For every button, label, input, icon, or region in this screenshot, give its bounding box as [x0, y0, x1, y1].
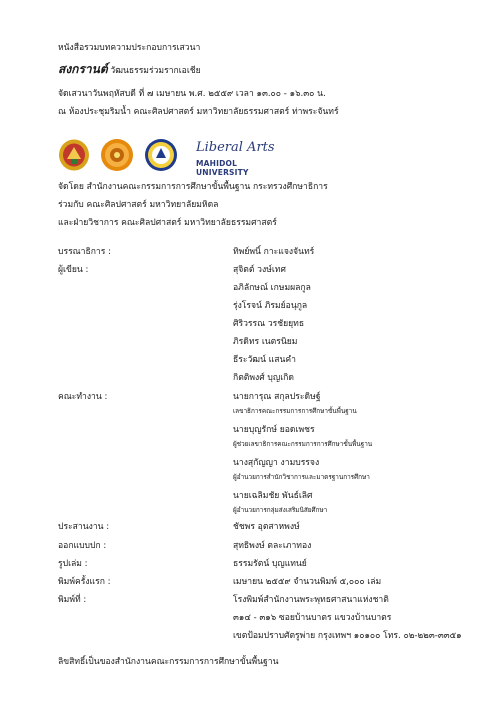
book-title-rest: วัฒนธรรมร่วมรากเอเชีย — [107, 66, 201, 76]
cover-design-name: สุทธิพงษ์ ตละเภาทอง — [233, 541, 312, 551]
co-organizer-line: ร่วมกับ คณะศิลปศาสตร์ มหาวิทยาลัยมหิดล — [58, 200, 219, 210]
event-venue: ณ ห้องประชุมริมน้ำ คณะศิลปศาสตร์ มหาวิทยาลัยธรรมศาสตร์ ท่าพระจันทร์ — [58, 107, 339, 117]
liberal-arts-logo — [188, 140, 283, 177]
first-print-label: พิมพ์ครั้งแรก : — [58, 577, 111, 587]
layout-name: ธรรมรัตน์ บุญแทนย์ — [233, 559, 307, 569]
working-team-name: นายเฉลิมชัย พันธ์เลิศ — [233, 491, 313, 501]
layout-label: รูปเล่ม : — [58, 559, 88, 569]
author-name: สุจิตต์ วงษ์เทศ — [233, 265, 286, 275]
coordinator-name: ชัชพร อุตสาหพงษ์ — [233, 522, 300, 532]
book-title — [58, 64, 201, 77]
editor-name: ทิพย์พนิ์ กาะแจงจันทร์ — [233, 247, 315, 257]
working-team-label: คณะทำงาน : — [58, 392, 108, 402]
author-name: กิตติพงศ์ บุญเกิด — [233, 373, 294, 383]
organizer-line: จัดโดย สำนักงานคณะกรรมการการศึกษาขั้นพื้นฐาน กระทรวงศึกษาธิการ — [58, 182, 328, 192]
working-team-role: ผู้อำนวยการสำนักวิชาการและมาตรฐานการศึกษา — [233, 473, 370, 481]
obec-seal-icon — [58, 138, 90, 171]
author-name: อภิลักษณ์ เกษมผลกูล — [233, 283, 311, 293]
author-name: ธีระวัฒน์ แสนคำ — [233, 355, 296, 365]
thammasat-liberal-arts-seal-icon — [100, 138, 134, 172]
first-print-info: เมษายน ๒๕๕๙ จำนวนพิมพ์ ๕,๐๐๐ เล่ม — [233, 577, 382, 587]
working-team-role: ผู้อำนวยการกลุ่มส่งเสริมนิสัยศึกษา — [233, 506, 328, 514]
book-title-script: สงกรานต์ — [58, 62, 108, 76]
working-team-name: นายบุญรักษ์ ยอดเพชร — [233, 425, 315, 435]
liberal-arts-logo-text: Liberal Arts — [196, 140, 275, 155]
editor-label: บรรณาธิการ : — [58, 247, 112, 257]
book-subtitle: หนังสือรวมบทความประกอบการเสวนา — [58, 43, 201, 53]
liberal-arts-logo-sub: MAHIDOL UNIVERSITY — [196, 159, 249, 177]
printer-line: ๓๑๔ - ๓๑๖ ซอยบ้านบาตร แขวงบ้านบาตร — [233, 613, 392, 623]
author-name: ภิรดิทร เนตรนิยม — [233, 337, 298, 347]
printer-label: พิมพ์ที่ : — [58, 595, 87, 605]
working-team-role: ผู้ช่วยเลขาธิการคณะกรรมการการศึกษาขั้นพื้นฐาน — [233, 440, 373, 448]
authors-label: ผู้เขียน : — [58, 265, 89, 275]
working-team-name: นางสุกัญญา งามบรรจง — [233, 458, 320, 468]
author-name: รุ่งโรจน์ ภิรมย์อนุกูล — [233, 301, 308, 311]
working-team-role: เลขาธิการคณะกรรมการการศึกษาขั้นพื้นฐาน — [233, 407, 357, 415]
co-organizer-line: และฝ่ายวิชาการ คณะศิลปศาสตร์ มหาวิทยาลัยธรรมศาสตร์ — [58, 218, 277, 228]
cover-design-label: ออกแบบปก : — [58, 541, 107, 551]
author-name: ศิริวรรณ วรชัยยุทธ — [233, 319, 305, 329]
copyright-notice: ลิขสิทธิ์เป็นของสำนักงานคณะกรรมการการศึกษาขั้นพื้นฐาน — [58, 657, 279, 667]
printer-line: โรงพิมพ์สำนักงานพระพุทธศาสนาแห่งชาติ — [233, 595, 389, 605]
mahidol-seal-icon — [144, 138, 178, 172]
coordinator-label: ประสานงาน : — [58, 522, 110, 532]
printer-line: เขตป้อมปราบศัตรูพ่าย กรุงเทพฯ ๑๐๑๐๐ โทร. ๐๒-๒๒๓-๓๓๕๑ — [233, 631, 462, 641]
event-date: จัดเสวนาวันพฤหัสบดี ที่ ๗ เมษายน พ.ศ. ๒๕๕๙ เวลา ๑๓.๐๐ - ๑๖.๓๐ น. — [58, 89, 326, 99]
working-team-name: นายการุณ สกุลประดิษฐ์ — [233, 392, 321, 402]
